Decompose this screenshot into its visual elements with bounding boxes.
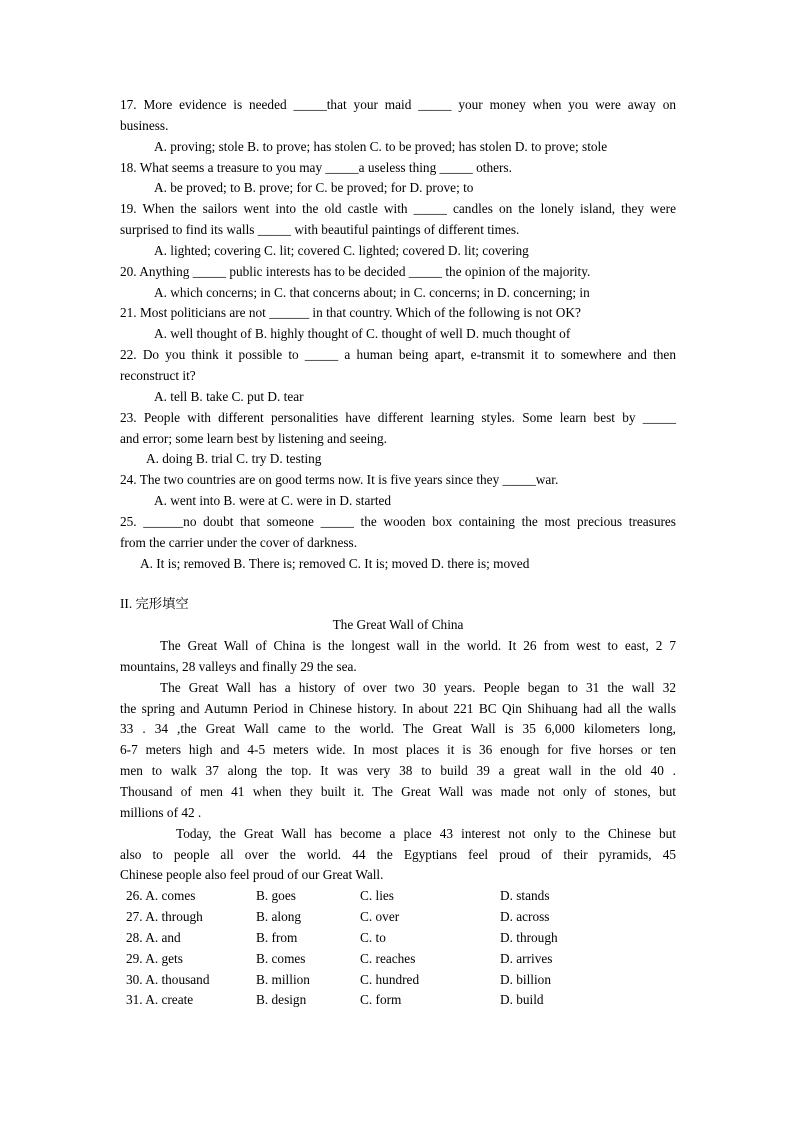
answer-options: A. well thought of B. highly thought of C. thought of well D. much thought of [154,326,571,342]
question-23 [120,408,676,471]
question-text-cont: business. [120,117,169,133]
answer-options: A. doing B. trial C. try D. testing [146,451,322,467]
choice-c: C. reaches [360,950,416,966]
passage-line: men to walk 37 along the top. It was very 38 to build 39 a great wall in the old 40 . [120,763,676,779]
choice-d: D. build [500,992,544,1008]
question-19 [120,199,676,262]
question-text: 20. Anything _____ public interests has to be decided _____ the opinion of the majority. [120,263,591,279]
answer-options: A. be proved; to B. prove; for C. be proved; for D. prove; to [154,180,474,196]
choice-row-28 [120,928,676,949]
question-text: 23. People with different personalities have different learning styles. Some learn best by _____ [120,409,676,425]
exam-page [120,95,676,1011]
choice-b: B. design [256,992,307,1008]
question-text: 25. ______no doubt that someone _____ the wooden box containing the most precious treasures [120,513,676,529]
answer-options: A. proving; stole B. to prove; has stolen C. to be proved; has stolen D. to prove; stole [154,138,608,154]
question-text-cont: and error; some learn best by listening and seeing. [120,430,387,446]
answer-options: A. which concerns; in C. that concerns about; in C. concerns; in D. concerning; in [154,284,590,300]
answer-options: A. lighted; covering C. lit; covered C. lighted; covered D. lit; covering [154,242,529,258]
choice-c: C. over [360,909,400,925]
question-text: 19. When the sailors went into the old castle with _____ candles on the lonely island, they were [120,201,676,217]
choice-c: C. lies [360,888,394,904]
choice-c: C. to [360,929,386,945]
choice-b: B. from [256,929,298,945]
passage-line: mountains, 28 valleys and finally 29 the sea. [120,658,357,674]
passage-line: 33 . 34 ,the Great Wall came to the world. The Great Wall is 35 6,000 kilometers long, [120,721,676,737]
passage-paragraph-1 [120,636,676,678]
choice-c: C. form [360,992,402,1008]
choice-a: 31. A. create [126,992,194,1008]
passage-line: Today, the Great Wall has become a place 43 interest not only to the Chinese but [176,825,676,841]
question-text-cont: reconstruct it? [120,367,196,383]
passage-line: The Great Wall has a history of over two 30 years. People began to 31 the wall 32 [160,679,676,695]
choice-c: C. hundred [360,971,420,987]
passage-paragraph-2 [120,678,676,824]
choice-a: 29. A. gets [126,950,183,966]
question-22 [120,345,676,408]
choice-d: D. across [500,909,550,925]
choice-row-26 [120,886,676,907]
choice-row-27 [120,907,676,928]
choice-a: 28. A. and [126,929,181,945]
choice-a: 26. A. comes [126,888,196,904]
section-heading: II. 完形填空 [120,596,189,612]
choices-table [120,886,676,1011]
choice-b: B. comes [256,950,306,966]
choice-d: D. arrives [500,950,553,966]
choice-b: B. along [256,909,302,925]
choice-a: 27. A. through [126,909,203,925]
passage-paragraph-3 [120,824,676,887]
choice-row-31 [120,990,676,1011]
passage-line: the spring and Autumn Period in Chinese history. In about 221 BC Qin Shihuang had all the walls [120,700,676,716]
passage-line: Chinese people also feel proud of our Great Wall. [120,867,384,883]
choice-a: 30. A. thousand [126,971,210,987]
choice-b: B. goes [256,888,296,904]
question-25 [120,512,676,575]
answer-options: A. It is; removed B. There is; removed C. It is; moved D. there is; moved [140,555,530,571]
question-text-cont: from the carrier under the cover of darkness. [120,534,358,550]
cloze-section [120,594,676,1011]
choice-row-30 [120,970,676,991]
passage-line: also to people all over the world. 44 the Egyptians feel proud of their pyramids, 45 [120,846,676,862]
question-text-cont: surprised to find its walls _____ with beautiful paintings of different times. [120,222,520,238]
choice-d: D. billion [500,971,551,987]
choice-d: D. through [500,929,558,945]
answer-options: A. went into B. were at C. were in D. started [154,493,392,509]
question-21 [120,303,676,345]
choice-row-29 [120,949,676,970]
passage-line: Thousand of men 41 when they built it. The Great Wall was made not only of stones, but [120,784,676,799]
answer-options: A. tell B. take C. put D. tear [154,388,304,404]
question-text: 17. More evidence is needed _____that your maid _____ your money when you were away on [120,97,676,112]
question-text: 21. Most politicians are not ______ in that country. Which of the following is not OK? [120,305,581,321]
passage-line: 6-7 meters high and 4-5 meters wide. In most places it is 36 enough for five horses or ten [120,742,676,758]
passage-line: The Great Wall of China is the longest wall in the world. It 26 from west to east, 2 7 [160,638,676,654]
question-18 [120,158,676,200]
question-text: 18. What seems a treasure to you may _____a useless thing _____ others. [120,159,512,175]
passage-line: millions of 42 . [120,804,202,820]
question-20 [120,262,676,304]
choice-d: D. stands [500,888,550,904]
question-17 [120,95,676,158]
passage-title: The Great Wall of China [332,617,464,633]
choice-b: B. million [256,971,310,987]
question-text: 24. The two countries are on good terms now. It is five years since they _____war. [120,472,559,488]
question-24 [120,470,676,512]
question-text: 22. Do you think it possible to _____ a human being apart, e-transmit it to somewhere and then [120,347,676,363]
